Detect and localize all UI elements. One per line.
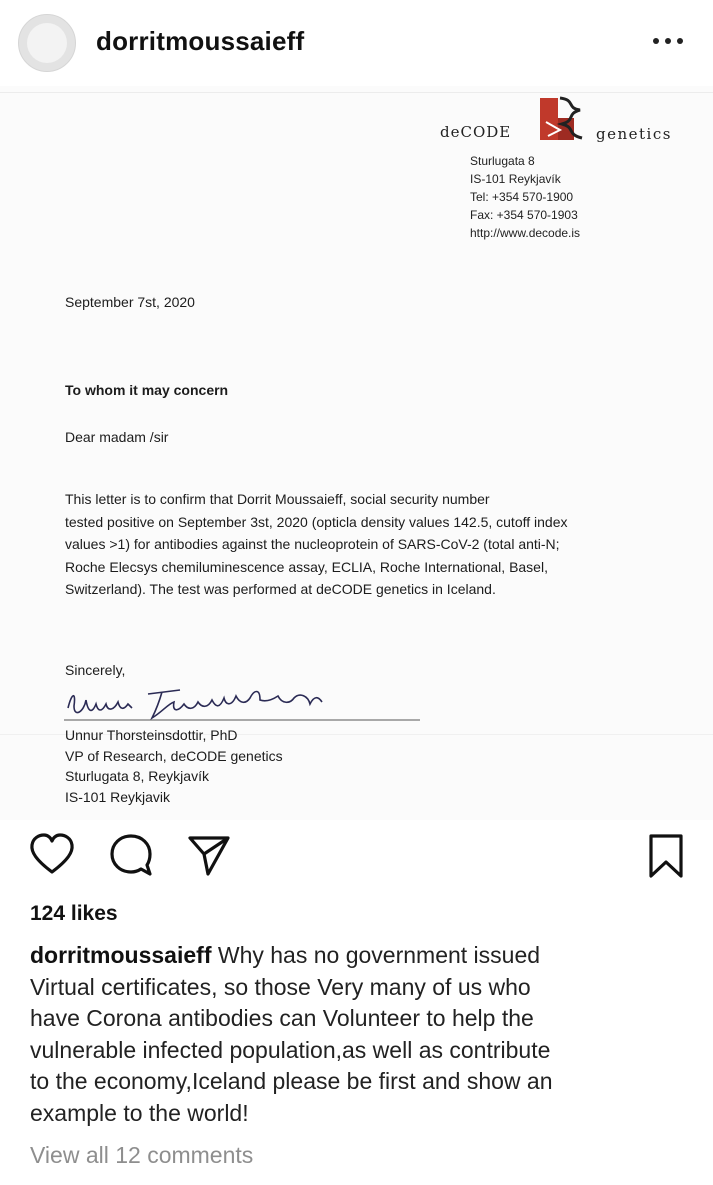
- letter-salutation: Dear madam /sir: [65, 429, 169, 445]
- letter-greeting: To whom it may concern: [65, 382, 229, 398]
- letterhead-logo-left: deCODE: [440, 123, 512, 141]
- letter-body: [65, 488, 685, 601]
- signer-line: IS-101 Reykjavik: [65, 788, 171, 805]
- post-header: [0, 0, 713, 86]
- caption-text: Virtual certificates, so those Very many of us who: [30, 973, 531, 1000]
- address-line: Sturlugata 8: [470, 154, 535, 168]
- letterhead-logo-right: genetics: [596, 125, 672, 143]
- divider: [0, 92, 713, 93]
- letterhead-address: [470, 152, 580, 242]
- avatar[interactable]: [18, 14, 76, 72]
- caption-text: have Corona antibodies can Volunteer to help the: [30, 1005, 534, 1031]
- more-options-icon[interactable]: [649, 34, 689, 48]
- address-line: Fax: +354 570-1903: [470, 208, 578, 222]
- caption-text: example to the world!: [30, 1099, 249, 1126]
- signer-line: VP of Research, deCODE genetics: [65, 747, 283, 764]
- letter-body-line: This letter is to confirm that Dorrit Moussaieff, social security number: [65, 491, 490, 507]
- letter-date: September 7st, 2020: [65, 294, 195, 310]
- letter-body-line: Roche Elecsys chemiluminescence assay, ECLIA, Roche International, Basel,: [65, 558, 548, 575]
- letter-body-line: values >1) for antibodies against the nucleoprotein of SARS-CoV-2 (total anti-N;: [65, 536, 560, 552]
- heart-icon[interactable]: [28, 832, 76, 876]
- send-icon[interactable]: [186, 832, 232, 878]
- address-line: http://www.decode.is: [470, 226, 581, 240]
- post-image-letter: [0, 86, 713, 820]
- letter-body-line: tested positive on September 3st, 2020 (opticla density values 142.5, cutoff index: [65, 513, 568, 530]
- decode-logo-icon: [536, 94, 592, 144]
- letter-closing: Sincerely,: [65, 662, 126, 678]
- comment-icon[interactable]: [108, 832, 154, 878]
- caption-text: vulnerable infected population,as well as contribute: [30, 1036, 551, 1063]
- handwritten-signature: [62, 682, 422, 728]
- letter-signer-block: [65, 725, 283, 807]
- caption-text: Why has no government issued: [211, 942, 541, 968]
- post-actions-bar: [0, 820, 713, 896]
- bookmark-icon[interactable]: [646, 832, 686, 880]
- post-username[interactable]: dorritmoussaieff: [96, 26, 305, 56]
- post-caption: [30, 940, 700, 1129]
- address-line: Tel: +354 570-1900: [470, 190, 574, 204]
- caption-username[interactable]: dorritmoussaieff: [30, 942, 212, 968]
- view-all-comments-link[interactable]: View all 12 comments: [30, 1142, 254, 1168]
- signer-line: Sturlugata 8, Reykjavík: [65, 768, 209, 784]
- signer-line: Unnur Thorsteinsdottir, PhD: [65, 727, 238, 743]
- letter-body-line: Switzerland). The test was performed at deCODE genetics in Iceland.: [65, 581, 496, 597]
- likes-count[interactable]: 124 likes: [30, 902, 118, 925]
- address-line: IS-101 Reykjavík: [470, 172, 561, 186]
- caption-text: to the economy,Iceland please be first and show an: [30, 1068, 553, 1094]
